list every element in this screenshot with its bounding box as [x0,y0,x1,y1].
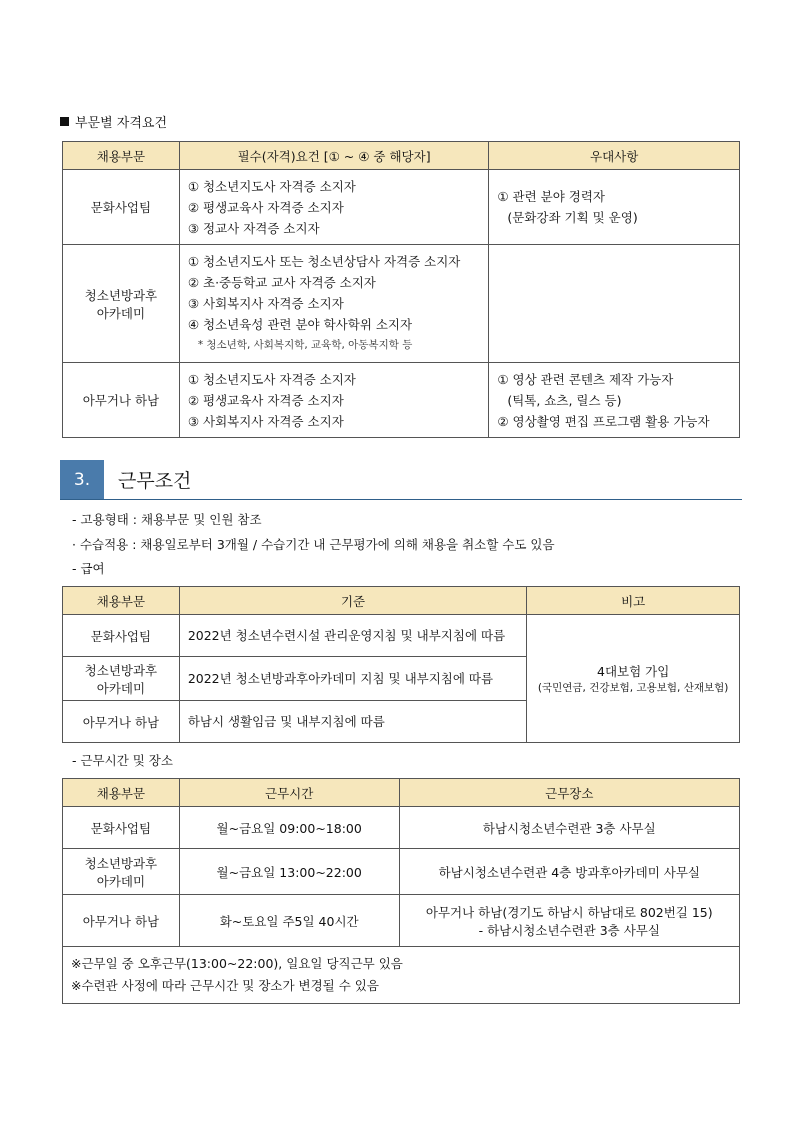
place-cell: 하남시청소년수련관 3층 사무실 [399,807,739,849]
table-row [63,615,740,657]
table-header-row [63,779,740,807]
header-basis: 기준 [179,587,527,615]
table-row [63,849,740,895]
preferences-cell-empty [489,245,740,363]
chapter-number: 3. [60,460,104,499]
list-item: ② 평생교육사 자격증 소지자 [187,199,344,215]
table-header-row [63,587,740,615]
dept-cell: 아무거나 하남 [63,701,180,743]
basis-cell: 2022년 청소년방과후아카데미 지침 및 내부지침에 따름 [179,657,527,701]
dept-line: 청소년방과후 [84,287,158,303]
work-hours-table [62,778,740,1004]
salary-label: - 급여 [72,561,105,576]
table-footnote-row [63,947,740,1004]
header-dept: 채용부문 [63,779,180,807]
list-item: ① 청소년지도사 자격증 소지자 [187,371,356,387]
list-item: ③ 사회복지사 자격증 소지자 [187,413,344,429]
dept-line: 청소년방과후 [84,855,158,871]
table-row [63,170,740,245]
place-cell [399,895,739,947]
header-requirements: 필수(자격)요건 [① ~ ④ 중 해당자] [179,142,489,170]
dept-cell [63,657,180,701]
place-line: - 하남시청소년수련관 3층 사무실 [478,922,660,938]
list-item: ① 청소년지도사 또는 청소년상담사 자격증 소지자 [187,254,461,269]
list-item: ① 영상 관련 콘텐츠 제작 가능자 [497,371,674,387]
header-place: 근무장소 [399,779,739,807]
employment-type-line: - 고용형태 : 채용부문 및 인원 참조 [72,512,262,527]
list-item: ② 평생교육사 자격증 소지자 [187,392,344,408]
time-cell: 월~금요일 13:00~22:00 [179,849,399,895]
list-item: ④ 청소년육성 관련 분야 학사학위 소지자 [187,317,413,332]
dept-line: 아카데미 [96,680,146,696]
dept-cell [63,245,180,363]
footnote: ※수련관 사정에 따라 근무시간 및 장소가 변경될 수 있음 [71,978,379,993]
table-row [63,807,740,849]
requirements-cell [179,363,489,438]
salary-table [62,586,740,743]
basis-cell: 2022년 청소년수련시설 관리운영지침 및 내부지침에 따름 [179,615,527,657]
chapter-heading [60,460,742,500]
list-item: (틱톡, 쇼츠, 릴스 등) [507,392,622,408]
list-item: ① 관련 분야 경력자 [497,189,605,204]
dept-cell: 문화사업팀 [63,170,180,245]
section-title-text: 부문별 자격요건 [75,116,168,131]
insurance-note-cell [527,615,740,743]
dept-line: 아카데미 [96,305,146,321]
table-row [63,363,740,438]
list-item: ③ 사회복지사 자격증 소지자 [187,296,344,311]
time-cell: 월~금요일 09:00~18:00 [179,807,399,849]
requirements-cell [179,170,489,245]
list-item: (문화강좌 기획 및 운영) [507,210,638,225]
dept-line: 아카데미 [96,873,146,889]
header-note: 비고 [527,587,740,615]
footnote: ※근무일 중 오후근무(13:00~22:00), 일요일 당직근무 있음 [71,956,403,971]
basis-cell: 하남시 생활임금 및 내부지침에 따름 [179,701,527,743]
qualification-table [62,141,740,438]
place-cell: 하남시청소년수련관 4층 방과후아카데미 사무실 [399,849,739,895]
dept-line: 청소년방과후 [84,662,158,678]
place-line: 아무거나 하남(경기도 하남시 하남대로 802번길 15) [425,904,713,920]
list-item: ① 청소년지도사 자격증 소지자 [187,178,356,194]
time-cell: 화~토요일 주5일 40시간 [179,895,399,947]
header-preferences: 우대사항 [489,142,740,170]
section-title [60,112,167,131]
table-header-row [63,142,740,170]
list-item: ② 영상촬영 편집 프로그램 활용 가능자 [497,413,710,429]
chapter-title: 근무조건 [118,470,192,492]
header-time: 근무시간 [179,779,399,807]
work-hours-label: - 근무시간 및 장소 [72,753,173,768]
requirements-cell [179,245,489,363]
insurance-detail: (국민연금, 건강보험, 고용보험, 산재보험) [537,682,729,694]
square-bullet-icon [60,117,69,126]
dept-cell: 문화사업팀 [63,615,180,657]
dept-cell [63,849,180,895]
footnote-cell [63,947,740,1004]
list-item: ③ 정교사 자격증 소지자 [187,220,320,236]
preferences-cell [489,363,740,438]
dept-cell: 문화사업팀 [63,807,180,849]
preferences-cell [489,170,740,245]
table-row [63,245,740,363]
requirement-note: * 청소년학, 사회복지학, 교육학, 아동복지학 등 [197,339,413,351]
table-row [63,895,740,947]
probation-line: · 수습적용 : 채용일로부터 3개월 / 수습기간 내 근무평가에 의해 채용을 취소할 수도 있음 [72,537,555,552]
list-item: ② 초·중등학교 교사 자격증 소지자 [187,275,376,290]
dept-cell: 아무거나 하남 [63,895,180,947]
header-dept: 채용부문 [63,587,180,615]
insurance-line: 4대보험 가입 [597,664,670,679]
dept-cell: 아무거나 하남 [63,363,180,438]
header-dept: 채용부문 [63,142,180,170]
